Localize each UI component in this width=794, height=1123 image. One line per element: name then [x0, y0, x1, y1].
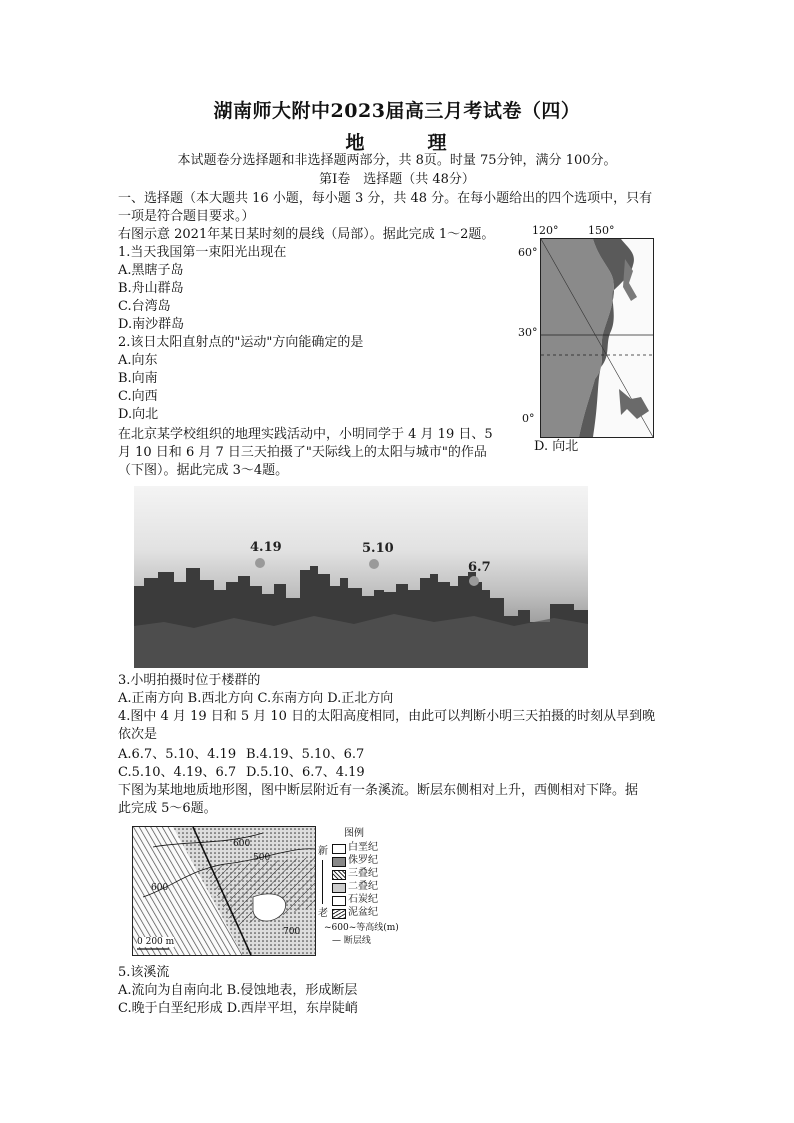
legend-item-carboniferous: 石炭纪 — [348, 894, 378, 905]
group2-intro-line3: （下图）。据此完成 3～4题。 — [118, 463, 289, 478]
sun-may-10 — [369, 559, 379, 569]
legend-item-devonian: 泥盆纪 — [348, 907, 378, 918]
q1-option-d: D.南沙群岛 — [118, 317, 185, 332]
subject-title: 地 理 — [345, 132, 469, 154]
legend-swatch-carboniferous — [332, 896, 346, 906]
q1-option-b: B.舟山群岛 — [118, 281, 184, 296]
q2-stem: 2.该日太阳直射点的"运动"方向能确定的是 — [118, 335, 364, 350]
q2-option-c: C.向西 — [118, 389, 158, 404]
q2-option-a: A.向东 — [118, 353, 158, 368]
map-lon-120: 120° — [532, 224, 559, 237]
legend-swatch-permian — [332, 883, 346, 893]
contour-label-600b: 600 — [151, 883, 169, 893]
map-lon-150: 150° — [588, 224, 615, 237]
legend-swatch-triassic — [332, 870, 346, 880]
q1-option-c: C.台湾岛 — [118, 299, 171, 314]
q5-options-line1: A.流向为自南向北 B.侵蚀地表，形成断层 — [118, 983, 358, 998]
geology-map — [132, 826, 316, 956]
skyline-graphic — [134, 486, 588, 668]
q4-stem-line1: 4.图中 4 月 19 日和 5 月 10 日的太阳高度相同，由此可以判断小明三天拍摄的时刻从早到晚 — [118, 709, 656, 724]
contour-label-600a: 600 — [233, 839, 251, 849]
contour-label-700: 700 — [283, 927, 301, 937]
photo-label-0510: 5.10 — [362, 541, 394, 556]
legend-item-triassic: 三叠纪 — [348, 868, 378, 879]
q3-options: A.正南方向 B.西北方向 C.东南方向 D.正北方向 — [118, 691, 394, 706]
legend-swatch-jurassic — [332, 857, 346, 867]
exam-title: 湖南师大附中2023届高三月考试卷（四） — [213, 100, 581, 122]
legend-swatch-cretaceous — [332, 844, 346, 854]
exam-intro: 本试题卷分选择题和非选择题两部分，共 8页。时量 75分钟，满分 100分。 — [177, 153, 617, 168]
geology-legend — [318, 828, 398, 954]
sun-june-7 — [469, 576, 479, 586]
dawn-line-map-graphic — [541, 239, 653, 437]
legend-item-cretaceous: 白垩纪 — [348, 842, 378, 853]
group3-intro-line1: 下图为某地地质地形图，图中断层附近有一条溪流。断层东侧相对上升，西侧相对下降。据 — [118, 783, 639, 798]
dawn-line-map — [540, 238, 654, 438]
sun-april-19 — [255, 558, 265, 568]
photo-label-0419: 4.19 — [250, 540, 282, 555]
q1-stem: 1.当天我国第一束阳光出现在 — [118, 245, 287, 260]
q5-options-line2: C.晚于白垩纪形成 D.西岸平坦，东岸陡峭 — [118, 1001, 358, 1016]
q3-stem: 3.小明拍摄时位于楼群的 — [118, 673, 261, 688]
q5-stem: 5.该溪流 — [118, 965, 170, 980]
map-lat-30: 30° — [518, 326, 538, 339]
part-one-heading: 第Ⅰ卷 选择题（共 48分） — [319, 172, 475, 187]
q4-option-b: B.4.19、5.10、6.7 — [246, 747, 365, 762]
q2-option-d: D.向北 — [118, 407, 159, 422]
section-instructions-line1: 一、选择题（本大题共 16 小题，每小题 3 分，共 48 分。在每小题给出的四个选项中，只有 — [118, 191, 653, 206]
map-lat-0: 0° — [522, 412, 535, 425]
map-caption: D. 向北 — [534, 439, 579, 454]
group2-intro-line2: 月 10 日和 6 月 7 日三天拍摄了"天际线上的太阳与城市"的作品 — [118, 445, 487, 460]
legend-title: 图例 — [344, 828, 364, 839]
q2-option-b: B.向南 — [118, 371, 158, 386]
group2-intro-line1: 在北京某学校组织的地理实践活动中，小明同学于 4 月 19 日、5 — [118, 427, 493, 442]
legend-swatch-devonian — [332, 909, 346, 919]
section-instructions-line2: 一项是符合题目要求。） — [118, 209, 255, 224]
q4-stem-line2: 依次是 — [118, 727, 158, 742]
q1-option-a: A.黑瞎子岛 — [118, 263, 184, 278]
contour-label-500: 500 — [253, 853, 271, 863]
scale-label: 0 200 m — [137, 937, 175, 947]
q4-option-a: A.6.7、5.10、4.19 — [118, 747, 237, 762]
legend-old: 老 — [318, 908, 328, 919]
legend-item-permian: 二叠纪 — [348, 881, 378, 892]
islands — [619, 389, 649, 419]
skyline-photo — [134, 486, 588, 668]
map-lat-60: 60° — [518, 246, 538, 259]
group3-intro-line2: 此完成 5～6题。 — [118, 801, 217, 816]
legend-item-jurassic: 侏罗纪 — [348, 855, 378, 866]
legend-fault: — 断层线 — [332, 936, 371, 946]
age-arrow — [322, 860, 323, 904]
legend-contour: ~600~等高线(m) — [324, 923, 399, 933]
q4-option-d: D.5.10、6.7、4.19 — [246, 765, 365, 780]
legend-new: 新 — [318, 846, 328, 857]
q4-option-c: C.5.10、4.19、6.7 — [118, 765, 237, 780]
group1-intro: 右图示意 2021年某日某时刻的晨线（局部）。据此完成 1～2题。 — [118, 227, 495, 242]
photo-label-0607: 6.7 — [468, 560, 491, 575]
